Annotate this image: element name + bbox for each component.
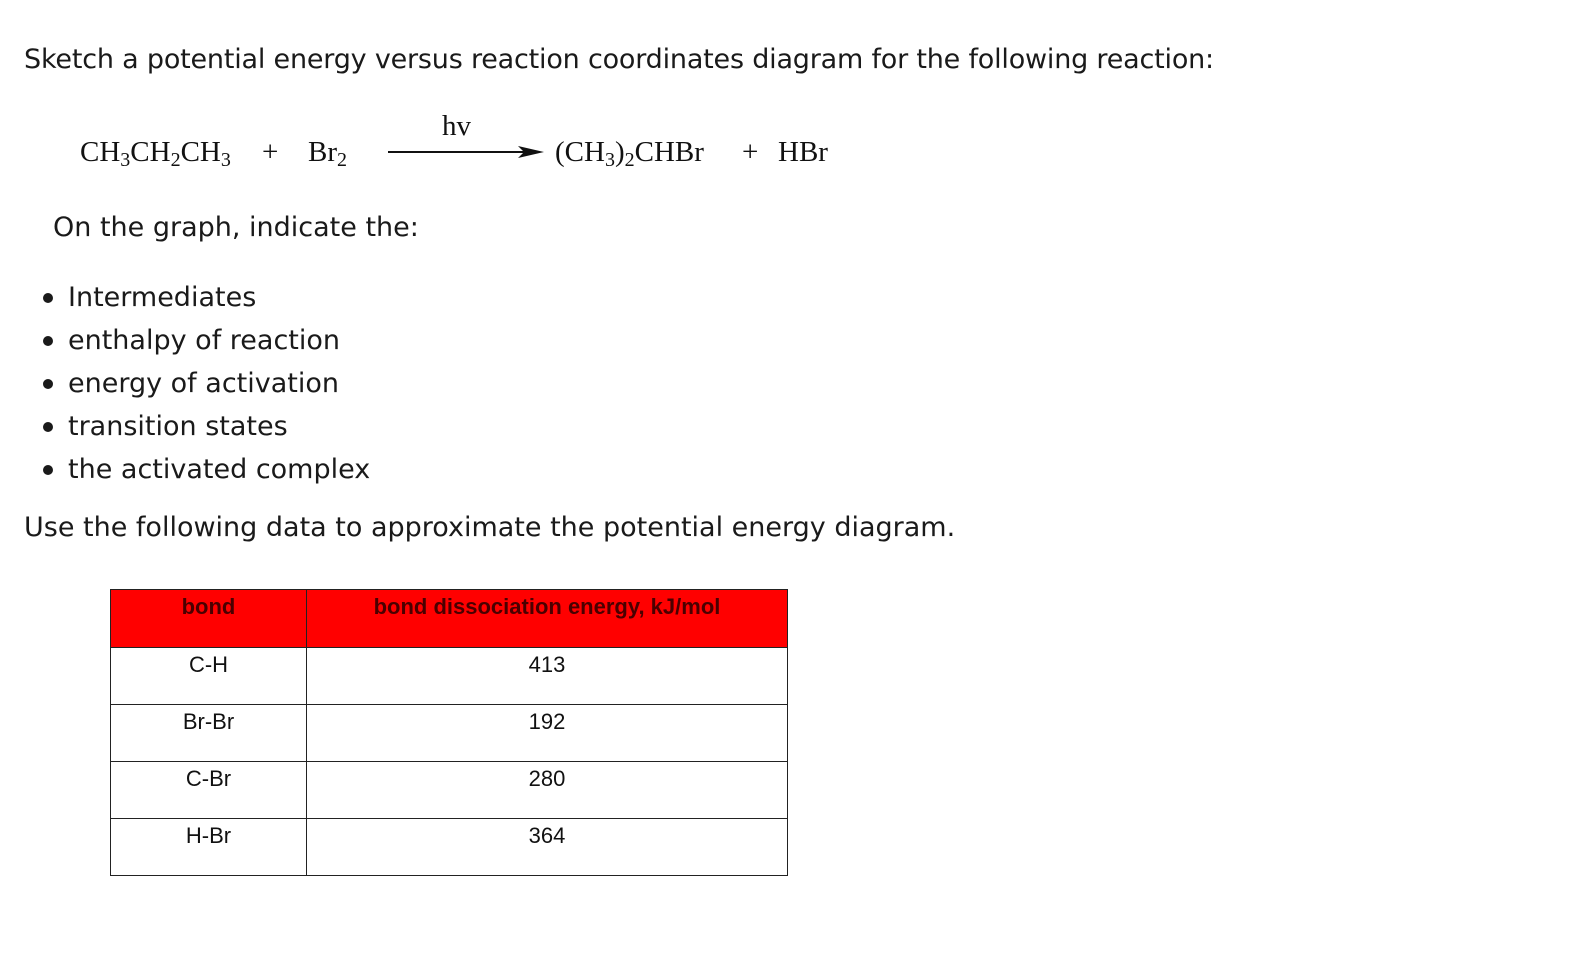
- bond-cell: C-H: [111, 648, 307, 705]
- reactant-bromine: $Br_2$: [308, 136, 347, 171]
- table-header-row: [111, 590, 788, 648]
- list-item: Intermediates: [40, 276, 370, 319]
- data-intro-text: Use the following data to approximate the potential energy diagram.: [24, 512, 956, 543]
- table-row: [111, 705, 788, 762]
- bullet-icon: [43, 336, 53, 346]
- bond-energy-table: [110, 589, 788, 876]
- reaction-condition-label: hv: [442, 110, 471, 142]
- instruction-text: On the graph, indicate the:: [53, 212, 419, 243]
- energy-cell: 280: [307, 762, 788, 819]
- table-row: [111, 648, 788, 705]
- bullet-icon: [43, 379, 53, 389]
- list-item: enthalpy of reaction: [40, 319, 370, 362]
- reaction-equation: [0, 100, 900, 190]
- plus-sign: +: [262, 136, 279, 168]
- bond-cell: Br-Br: [111, 705, 307, 762]
- indicate-list: [40, 276, 370, 491]
- question-text: Sketch a potential energy versus reaction coordinates diagram for the following reaction:: [24, 44, 1214, 75]
- list-item: energy of activation: [40, 362, 370, 405]
- plus-sign: +: [742, 136, 759, 168]
- energy-cell: 413: [307, 648, 788, 705]
- table-row: [111, 819, 788, 876]
- energy-cell: 192: [307, 705, 788, 762]
- product-bromopropane: $(CH_3)_2CHBr$: [555, 136, 704, 171]
- table-row: [111, 762, 788, 819]
- energy-cell: 364: [307, 819, 788, 876]
- bullet-icon: [43, 293, 53, 303]
- bond-cell: C-Br: [111, 762, 307, 819]
- column-header-bond: bond: [111, 590, 307, 648]
- reaction-arrow-icon: [388, 144, 548, 160]
- bond-cell: H-Br: [111, 819, 307, 876]
- list-item: the activated complex: [40, 448, 370, 491]
- list-item: transition states: [40, 405, 370, 448]
- bullet-icon: [43, 422, 53, 432]
- product-hbr: HBr: [778, 136, 828, 168]
- reactant-propane: $CH_3CH_2CH_3$: [80, 136, 231, 171]
- bullet-icon: [43, 465, 53, 475]
- column-header-energy: bond dissociation energy, kJ/mol: [307, 590, 788, 648]
